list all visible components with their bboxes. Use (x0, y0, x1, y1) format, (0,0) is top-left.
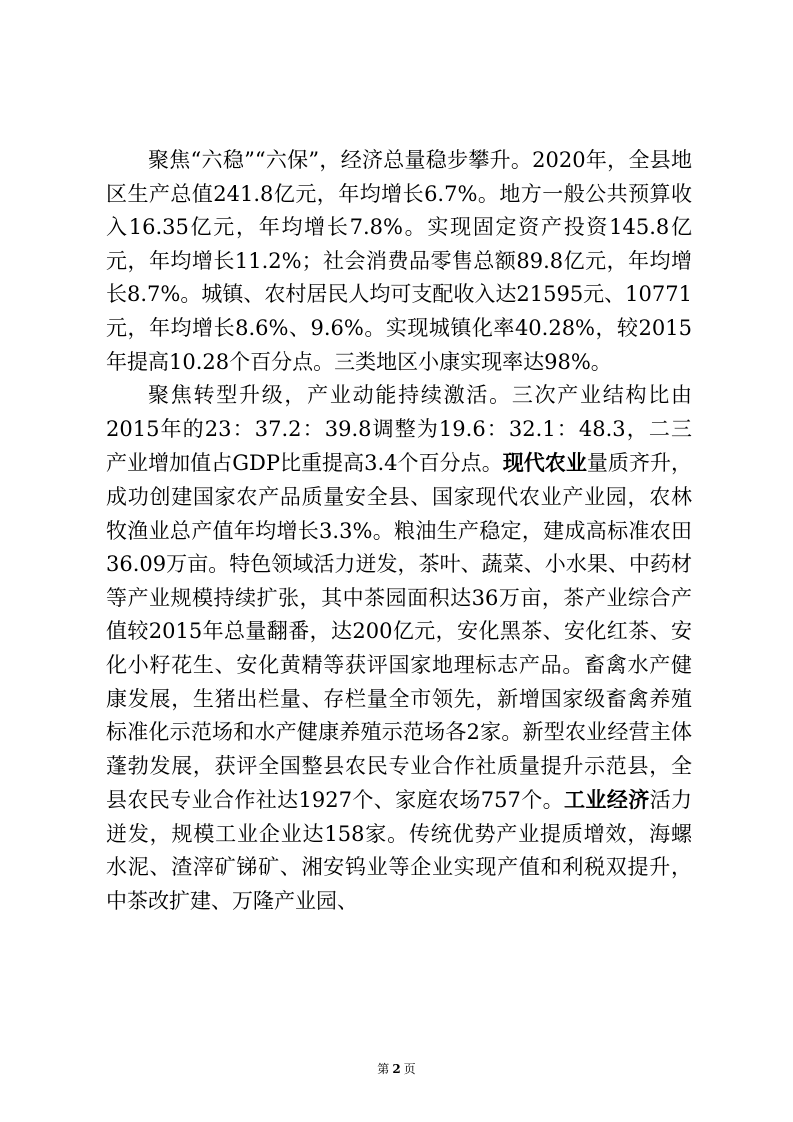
text-run: 活力迸发，规模工业企业达158家。传统优势产业提质增效，海螺水泥、渣滓矿锑矿、湘安钨业等企业实现产值和利税双提升，中茶改扩建、万隆产业园、 (106, 788, 693, 914)
text-run: 量质齐升，成功创建国家农产品质量安全县、国家现代农业产业园，农林牧渔业总产值年均增长3.3%。粮油生产稳定，建成高标准农田36.09万亩。特色领域活力迸发，茶叶、蔬菜、小水果、中药材等产业规模持续扩张，其中茶园面积达36万亩，茶产业综合产值较2015年总量翻番，达200亿元，安化黑茶、安化红茶、安化小籽花生、安化黄精等获评国家地理标志产品。畜禽水产健康发展，生猪出栏量、存栏量全市领先，新增国家级畜禽养殖标准化示范场和水产健康养殖示范场各2家。新型农业经营主体蓬勃发展，获评全国整县农民专业合作社质量提升示范县，全县农民专业合作社达1927个、家庭农场757个。 (106, 451, 693, 813)
paragraph-economy (106, 144, 692, 379)
text-run: 聚焦转型升级，产业动能持续激活。三次产业结构比由2015年的23：37.2：39.8调整为19.6：32.1：48.3，二三产业增加值占GDP比重提高3.4个百分点。 (106, 383, 692, 476)
text-run: 聚焦“六稳”“六保”，经济总量稳步攀升。2020年，全县地区生产总值241.8亿元，年均增长6.7%。地方一般公共预算收入16.35亿元，年均增长7.8%。实现固定资产投资145.8亿元，年均增长11.2%；社会消费品零售总额89.8亿元，年均增长8.7%。城镇、农村居民人均可支配收入达21595元、10771元，年均增长8.6%、9.6%。实现城镇化率40.28%，较2015年提高10.28个百分点。三类地区小康实现率达98%。 (106, 148, 692, 374)
bold-heading-industrial-economy: 工业经济 (564, 787, 650, 813)
page-footer (0, 1061, 793, 1077)
page-number: 2 (392, 1062, 401, 1076)
page-label-prefix: 第 (377, 1062, 390, 1076)
page-label-suffix: 页 (403, 1062, 416, 1076)
paragraph-industry (106, 379, 692, 919)
body-text (106, 144, 692, 919)
bold-heading-modern-agriculture: 现代农业 (502, 450, 587, 476)
